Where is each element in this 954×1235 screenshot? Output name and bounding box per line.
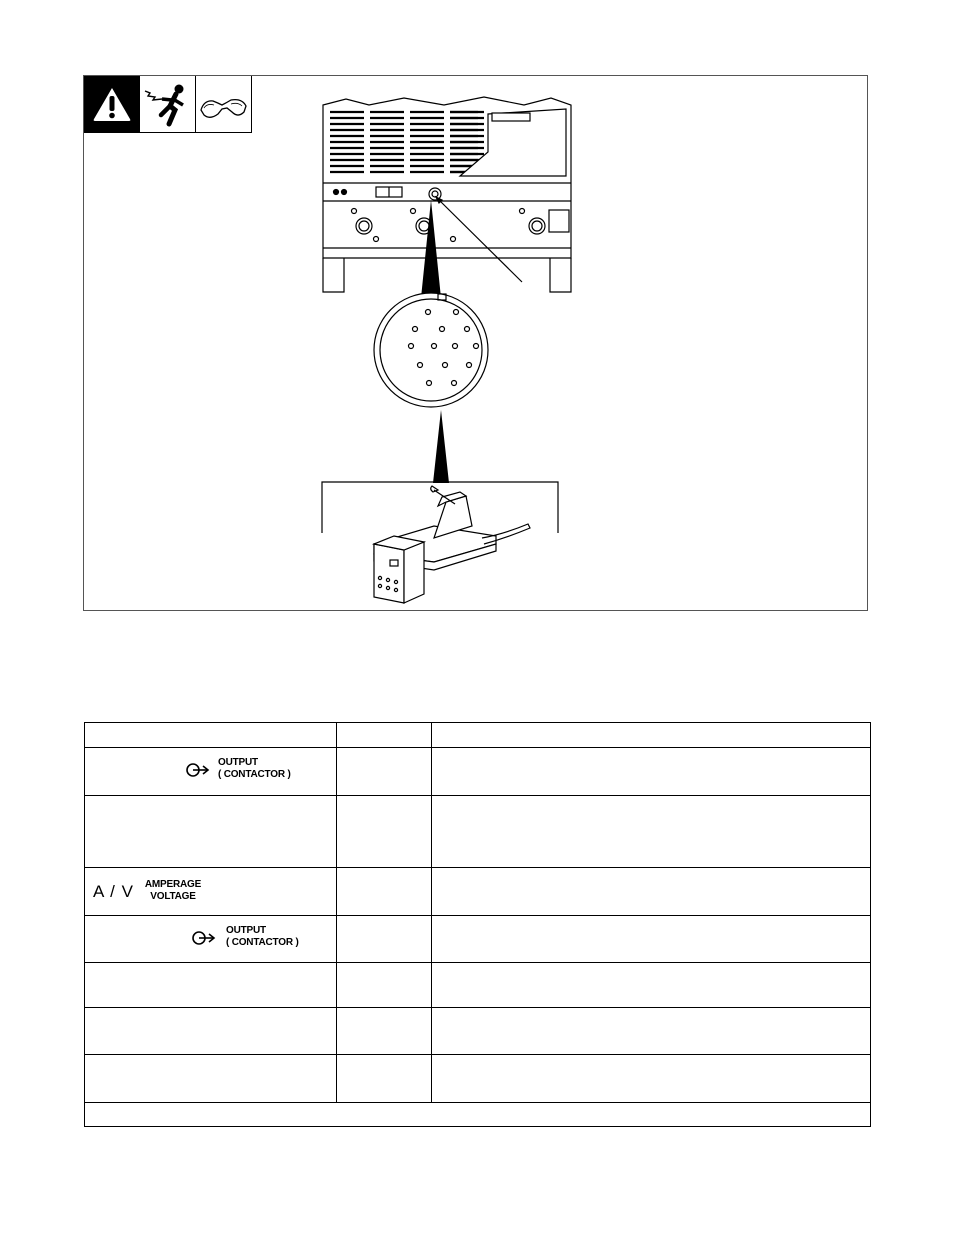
remote-receptacle-table xyxy=(84,722,871,1127)
table-row xyxy=(85,867,870,915)
table-row xyxy=(85,1007,870,1054)
machine-illustration xyxy=(84,76,869,612)
amperage-voltage-label: AMPERAGE VOLTAGE xyxy=(144,879,202,902)
table-row xyxy=(85,915,870,962)
table-row xyxy=(85,747,870,795)
table-header-row xyxy=(85,723,870,747)
output-contactor-icon xyxy=(191,930,217,946)
receptacle-figure xyxy=(83,75,868,611)
table-row xyxy=(85,795,870,867)
table-footer-row xyxy=(85,1102,870,1126)
table-row xyxy=(85,962,870,1007)
table-row xyxy=(85,1054,870,1102)
foot-control xyxy=(374,486,530,603)
output-contactor-label: OUTPUT ( CONTACTOR ) xyxy=(226,925,299,948)
receptacle-pins xyxy=(374,293,488,407)
output-contactor-icon xyxy=(185,762,211,778)
amperage-voltage-symbol: A / V xyxy=(93,882,134,901)
output-contactor-label: OUTPUT ( CONTACTOR ) xyxy=(218,757,291,780)
